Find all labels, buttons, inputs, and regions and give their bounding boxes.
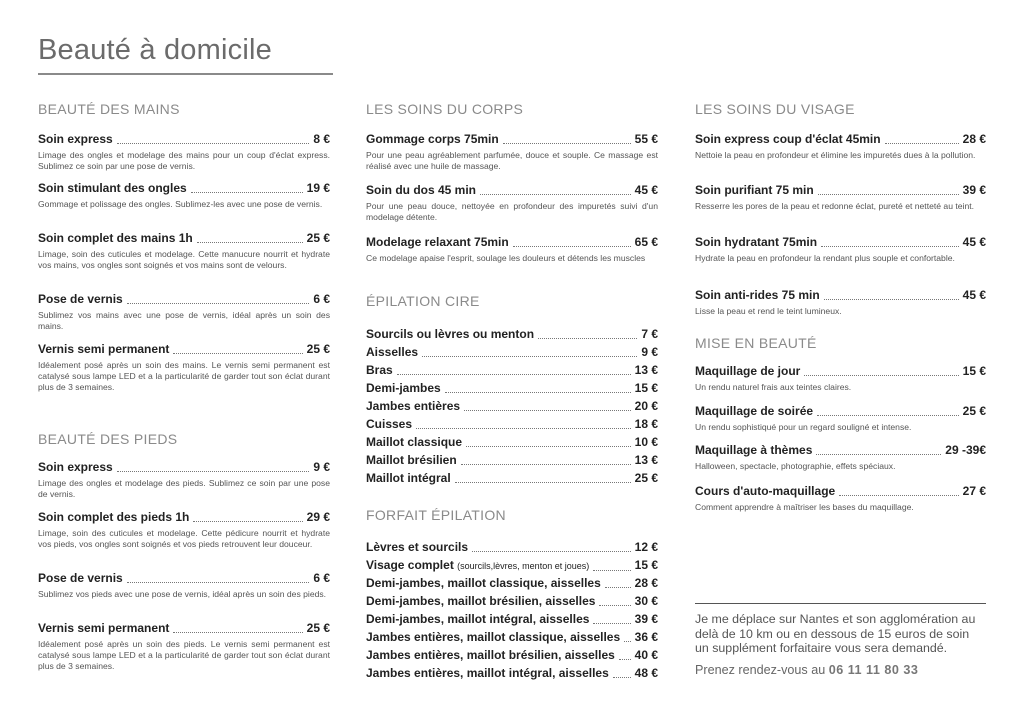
column-hands-feet <box>38 100 330 671</box>
price-row <box>366 381 658 396</box>
item-price: 48 € <box>634 666 658 680</box>
item-description: Ce modelage apaise l'esprit, soulage les douleurs et détends les muscles <box>366 253 646 263</box>
footer-divider <box>695 603 986 604</box>
price-row <box>366 576 658 591</box>
phone-number[interactable]: 06 11 11 80 33 <box>828 663 919 677</box>
item-name: Demi-jambes, maillot intégral, aisselles <box>366 612 590 626</box>
item-description: Gommage et polissage des ongles. Sublimez-les avec une pose de vernis. <box>38 199 323 209</box>
item-description: Halloween, spectacle, photographie, effets spéciaux. <box>695 461 896 471</box>
item-price: 39 € <box>962 183 986 197</box>
section-title-makeup: MISE EN BEAUTÉ <box>695 335 817 351</box>
section-title-feet: BEAUTÉ DES PIEDS <box>38 431 178 447</box>
menu-item <box>695 364 986 393</box>
item-name: Cours d'auto-maquillage <box>695 484 836 498</box>
item-name: Soin hydratant 75min <box>695 235 818 249</box>
item-price: 10 € <box>634 435 658 449</box>
item-name: Soin complet des pieds 1h <box>38 510 190 524</box>
menu-item <box>38 181 330 210</box>
item-name: Jambes entières, maillot classique, aisselles <box>366 630 621 644</box>
price-row <box>366 648 658 663</box>
item-price: 9 € <box>641 345 658 359</box>
item-price: 29 -39€ <box>945 443 986 457</box>
menu-item <box>695 132 986 161</box>
item-name: Maquillage de soirée <box>695 404 814 418</box>
item-description: Sublimez vos mains avec une pose de vernis, idéal après un soin des mains. <box>38 310 330 331</box>
menu-item <box>366 132 658 172</box>
price-row <box>366 471 658 486</box>
item-price: 28 € <box>634 576 658 590</box>
item-name: Pose de vernis <box>38 292 123 306</box>
item-name: Demi-jambes, maillot brésilien, aisselles <box>366 594 596 608</box>
item-description: Idéalement posé après un soin des pieds. Le vernis semi permanent est catalysé sous lampe LED et a la particularité de garder tout son éclat durant plus de 3 semaines. <box>38 639 330 671</box>
column-body-waxing <box>366 100 658 680</box>
price-row <box>366 345 658 360</box>
item-description: Limage des ongles et modelage des mains pour un coup d'éclat express. Sublimez ce soin par une pose de vernis. <box>38 150 330 171</box>
item-price: 65 € <box>634 235 658 249</box>
item-price: 9 € <box>313 460 330 474</box>
item-name: Maquillage à thèmes <box>695 443 813 457</box>
appointment-label: Prenez rendez-vous au <box>695 663 826 677</box>
price-row <box>366 453 658 468</box>
item-name: Soin stimulant des ongles <box>38 181 187 195</box>
item-name: Demi-jambes <box>366 381 441 395</box>
section-title-body: LES SOINS DU CORPS <box>366 101 524 117</box>
price-row <box>366 435 658 450</box>
item-name: Aisselles <box>366 345 419 359</box>
item-name: Maillot intégral <box>366 471 451 485</box>
item-name: Vernis semi permanent <box>38 342 170 356</box>
item-name: Maillot brésilien <box>366 453 457 467</box>
item-description: Lisse la peau et rend le teint lumineux. <box>695 306 842 316</box>
menu-item <box>38 342 330 393</box>
menu-item <box>695 404 986 433</box>
item-description: Nettoie la peau en profondeur et élimine les impuretés dues à la pollution. <box>695 150 976 160</box>
menu-item <box>38 571 330 600</box>
menu-item <box>695 443 986 472</box>
item-name: Visage complet <box>366 558 454 572</box>
menu-item <box>695 288 986 317</box>
item-price: 25 € <box>306 621 330 635</box>
item-name: Demi-jambes, maillot classique, aisselles <box>366 576 601 590</box>
item-price: 7 € <box>641 327 658 341</box>
item-price: 30 € <box>634 594 658 608</box>
item-description: Pour une peau agréablement parfumée, douce et souple. Ce massage est réalisé avec une huile de massage. <box>366 150 658 171</box>
item-description: Sublimez vos pieds avec une pose de vernis, idéal après un soin des pieds. <box>38 589 327 599</box>
price-row <box>366 612 658 627</box>
price-row <box>366 540 658 555</box>
item-price: 40 € <box>634 648 658 662</box>
price-row <box>366 666 658 681</box>
item-name: Pose de vernis <box>38 571 123 585</box>
menu-item <box>695 235 986 264</box>
item-name: Soin express <box>38 132 113 146</box>
item-price: 8 € <box>313 132 330 146</box>
item-price: 25 € <box>962 404 986 418</box>
section-title-waxing-packages: FORFAIT ÉPILATION <box>366 507 506 523</box>
item-name: Soin express <box>38 460 113 474</box>
title-divider <box>38 73 333 75</box>
page-title: Beauté à domicile <box>38 34 272 66</box>
item-description: Comment apprendre à maîtriser les bases du maquillage. <box>695 502 914 512</box>
item-description: Idéalement posé après un soin des mains. Le vernis semi permanent est catalysé sous lampe LED et a la particularité de garder tout son éclat durant plus de 3 semaines. <box>38 360 330 392</box>
price-row <box>366 363 658 378</box>
item-name: Maquillage de jour <box>695 364 801 378</box>
menu-item <box>38 510 330 550</box>
item-name: Soin express coup d'éclat 45min <box>695 132 881 146</box>
price-row <box>366 558 658 574</box>
item-price: 15 € <box>962 364 986 378</box>
item-name: Vernis semi permanent <box>38 621 170 635</box>
item-price: 20 € <box>634 399 658 413</box>
item-name: Soin du dos 45 min <box>366 183 477 197</box>
menu-item <box>366 183 658 223</box>
item-price: 19 € <box>306 181 330 195</box>
item-description: Hydrate la peau en profondeur la rendant plus souple et confortable. <box>695 253 955 263</box>
item-name: Modelage relaxant 75min <box>366 235 509 249</box>
section-title-hands: BEAUTÉ DES MAINS <box>38 101 180 117</box>
item-name: Gommage corps 75min <box>366 132 499 146</box>
item-name: Jambes entières, maillot brésilien, aisselles <box>366 648 615 662</box>
item-price: 13 € <box>634 363 658 377</box>
travel-notice: Je me déplace sur Nantes et son agglomération au delà de 10 km ou en dessous de 15 euros de soin un supplément forfaitaire vous sera demandé. <box>695 612 976 655</box>
item-price: 25 € <box>306 231 330 245</box>
item-price: 55 € <box>634 132 658 146</box>
item-name: Soin complet des mains 1h <box>38 231 193 245</box>
section-title-face: LES SOINS DU VISAGE <box>695 101 855 117</box>
item-description: Un rendu naturel frais aux teintes claires. <box>695 382 852 392</box>
item-description: Limage, soin des cuticules et modelage. Cette pédicure nourrit et hydrate vos pieds, vos ongles sont soignés et vos pieds retrouvent leur douceur. <box>38 528 330 549</box>
item-name: Cuisses <box>366 417 413 431</box>
item-name: Bras <box>366 363 393 377</box>
item-price: 15 € <box>634 558 658 572</box>
item-description: Pour une peau douce, nettoyée en profondeur des impuretés suivi d'un modelage détente. <box>366 201 658 222</box>
section-title-waxing: ÉPILATION CIRE <box>366 293 480 309</box>
item-price: 45 € <box>962 288 986 302</box>
item-price: 45 € <box>634 183 658 197</box>
item-price: 6 € <box>313 292 330 306</box>
item-name: Maillot classique <box>366 435 463 449</box>
item-name: Jambes entières, maillot intégral, aisselles <box>366 666 609 680</box>
item-description: Limage des ongles et modelage des pieds. Sublimez ce soin par une pose de vernis. <box>38 478 330 499</box>
menu-item <box>38 231 330 271</box>
item-price: 25 € <box>634 471 658 485</box>
price-row <box>366 630 658 645</box>
item-name: Jambes entières <box>366 399 461 413</box>
price-row <box>366 399 658 414</box>
item-price: 36 € <box>634 630 658 644</box>
item-name: Soin purifiant 75 min <box>695 183 814 197</box>
price-row <box>366 594 658 609</box>
item-name: Lèvres et sourcils <box>366 540 469 554</box>
item-price: 15 € <box>634 381 658 395</box>
item-price: 12 € <box>634 540 658 554</box>
price-row <box>366 417 658 432</box>
item-price: 39 € <box>634 612 658 626</box>
menu-item <box>366 235 658 264</box>
menu-item <box>38 292 330 332</box>
item-price: 25 € <box>306 342 330 356</box>
column-face-makeup <box>695 100 986 512</box>
item-price: 18 € <box>634 417 658 431</box>
item-price: 28 € <box>962 132 986 146</box>
item-description: Limage, soin des cuticules et modelage. Cette manucure nourrit et hydrate vos mains, vos ongles sont soignés et vos mains sont de velours. <box>38 249 330 270</box>
item-note: (sourcils,lèvres, menton et joues) <box>457 561 590 571</box>
item-name: Sourcils ou lèvres ou menton <box>366 327 535 341</box>
item-price: 29 € <box>306 510 330 524</box>
price-row <box>366 327 658 342</box>
appointment-line <box>695 663 918 677</box>
item-description: Un rendu sophistiqué pour un regard souligné et intense. <box>695 422 912 432</box>
menu-item <box>38 132 330 172</box>
item-description: Resserre les pores de la peau et redonne éclat, pureté et netteté au teint. <box>695 201 974 211</box>
menu-item <box>695 183 986 212</box>
menu-item <box>38 621 330 672</box>
item-price: 45 € <box>962 235 986 249</box>
menu-item <box>38 460 330 500</box>
item-name: Soin anti-rides 75 min <box>695 288 820 302</box>
item-price: 27 € <box>962 484 986 498</box>
menu-item <box>695 484 986 513</box>
item-price: 13 € <box>634 453 658 467</box>
item-price: 6 € <box>313 571 330 585</box>
